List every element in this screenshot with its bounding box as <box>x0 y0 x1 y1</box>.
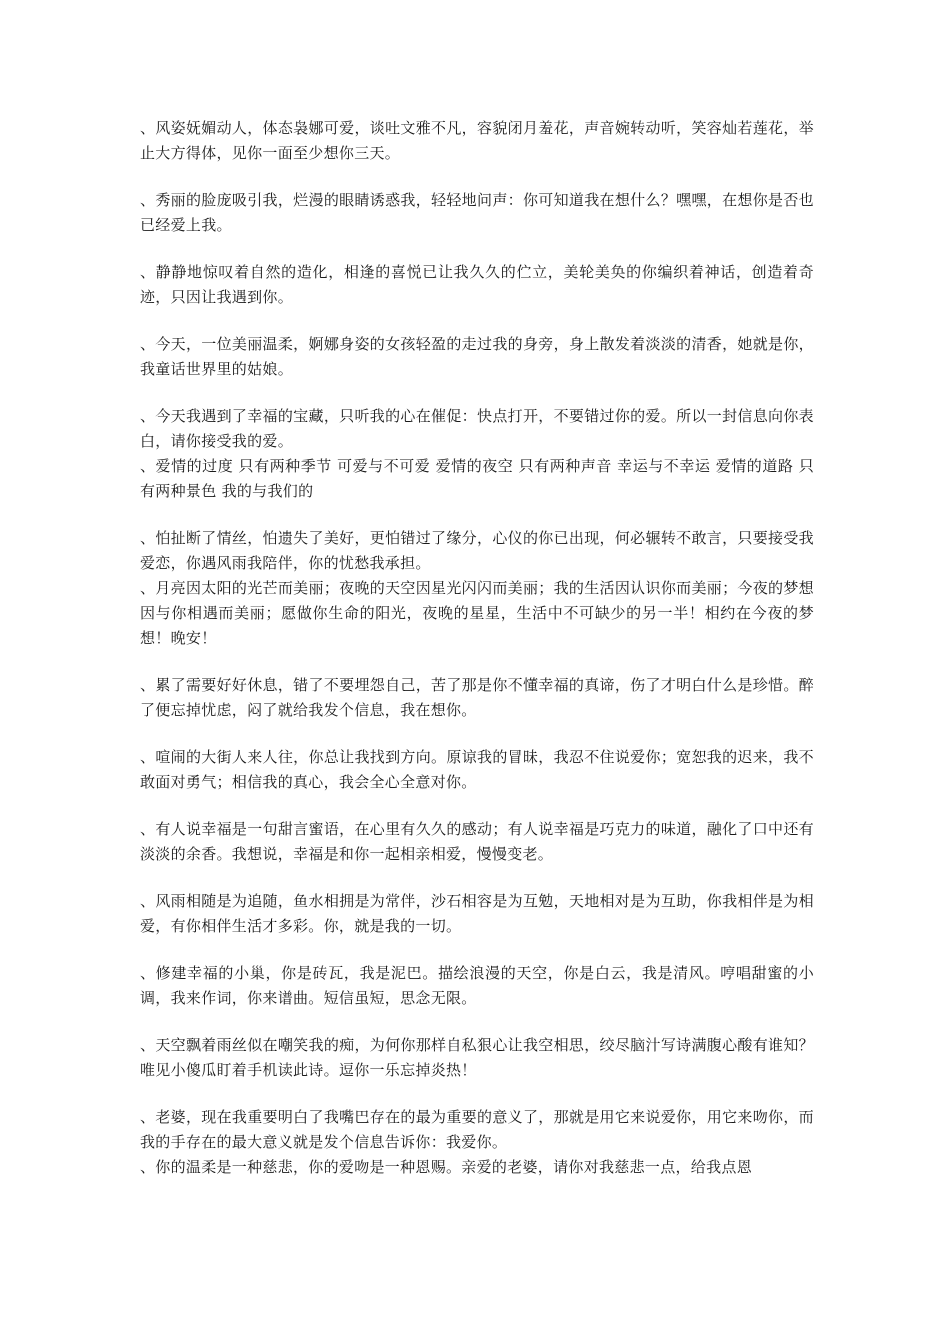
paragraph: 、秀丽的脸庞吸引我，烂漫的眼睛诱惑我，轻轻地问声：你可知道我在想什么？嘿嘿，在想你是否也已经爱上我。 <box>140 191 814 234</box>
paragraph: 、风雨相随是为追随，鱼水相拥是为常伴，沙石相容是为互勉，天地相对是为互助，你我相伴是为相爱，有你相伴生活才多彩。你，就是我的一切。 <box>140 892 814 935</box>
paragraph: 、有人说幸福是一句甜言蜜语，在心里有久久的感动；有人说幸福是巧克力的味道，融化了口中还有淡淡的余香。我想说，幸福是和你一起相亲相爱，慢慢变老。 <box>140 820 814 863</box>
paragraph: 、累了需要好好休息，错了不要埋怨自己，苦了那是你不懂幸福的真谛，伤了才明白什么是珍惜。醉了便忘掉忧虑，闷了就给我发个信息，我在想你。 <box>140 676 814 719</box>
paragraph: 、爱情的过度 只有两种季节 可爱与不可爱 爱情的夜空 只有两种声音 幸运与不幸运 爱情的道路 只有两种景色 我的与我们的 <box>140 457 814 500</box>
paragraph: 、今天我遇到了幸福的宝藏，只听我的心在催促：快点打开，不要错过你的爱。所以一封信息向你表白，请你接受我的爱。 <box>140 407 814 450</box>
paragraph: 、喧闹的大街人来人往，你总让我找到方向。原谅我的冒昧，我忍不住说爱你；宽恕我的迟来，我不敢面对勇气；相信我的真心，我会全心全意对你。 <box>140 748 814 791</box>
paragraph: 、你的温柔是一种慈悲，你的爱吻是一种恩赐。亲爱的老婆，请你对我慈悲一点，给我点恩 <box>140 1158 753 1176</box>
paragraph: 、月亮因太阳的光芒而美丽；夜晚的天空因星光闪闪而美丽；我的生活因认识你而美丽；今夜的梦想因与你相遇而美丽；愿做你生命的阳光，夜晚的星星，生活中不可缺少的另一半！相约在今夜的梦想！晚安！ <box>140 579 814 647</box>
document-body <box>140 116 814 1180</box>
paragraph: 、天空飘着雨丝似在嘲笑我的痴，为何你那样自私狠心让我空相思，绞尽脑汁写诗满腹心酸有谁知？唯见小傻瓜盯着手机读此诗。逗你一乐忘掉炎热！ <box>140 1036 814 1079</box>
paragraph: 、今天，一位美丽温柔，婀娜身姿的女孩轻盈的走过我的身旁，身上散发着淡淡的清香，她就是你，我童话世界里的姑娘。 <box>140 335 814 378</box>
paragraph: 、风姿妩媚动人，体态袅娜可爱，谈吐文雅不凡，容貌闭月羞花，声音婉转动听，笑容灿若莲花，举止大方得体，见你一面至少想你三天。 <box>140 119 814 162</box>
paragraph: 、老婆，现在我重要明白了我嘴巴存在的最为重要的意义了，那就是用它来说爱你，用它来吻你，而我的手存在的最大意义就是发个信息告诉你：我爱你。 <box>140 1108 814 1151</box>
paragraph: 、静静地惊叹着自然的造化，相逢的喜悦已让我久久的伫立，美轮美奂的你编织着神话，创造着奇迹，只因让我遇到你。 <box>140 263 814 306</box>
paragraph: 、怕扯断了情丝，怕遗失了美好，更怕错过了缘分，心仪的你已出现，何必辗转不敢言，只要接受我爱恋，你遇风雨我陪伴，你的忧愁我承担。 <box>140 529 814 572</box>
paragraph: 、修建幸福的小巢，你是砖瓦，我是泥巴。描绘浪漫的天空，你是白云，我是清风。哼唱甜蜜的小调，我来作词，你来谱曲。短信虽短，思念无限。 <box>140 964 814 1007</box>
